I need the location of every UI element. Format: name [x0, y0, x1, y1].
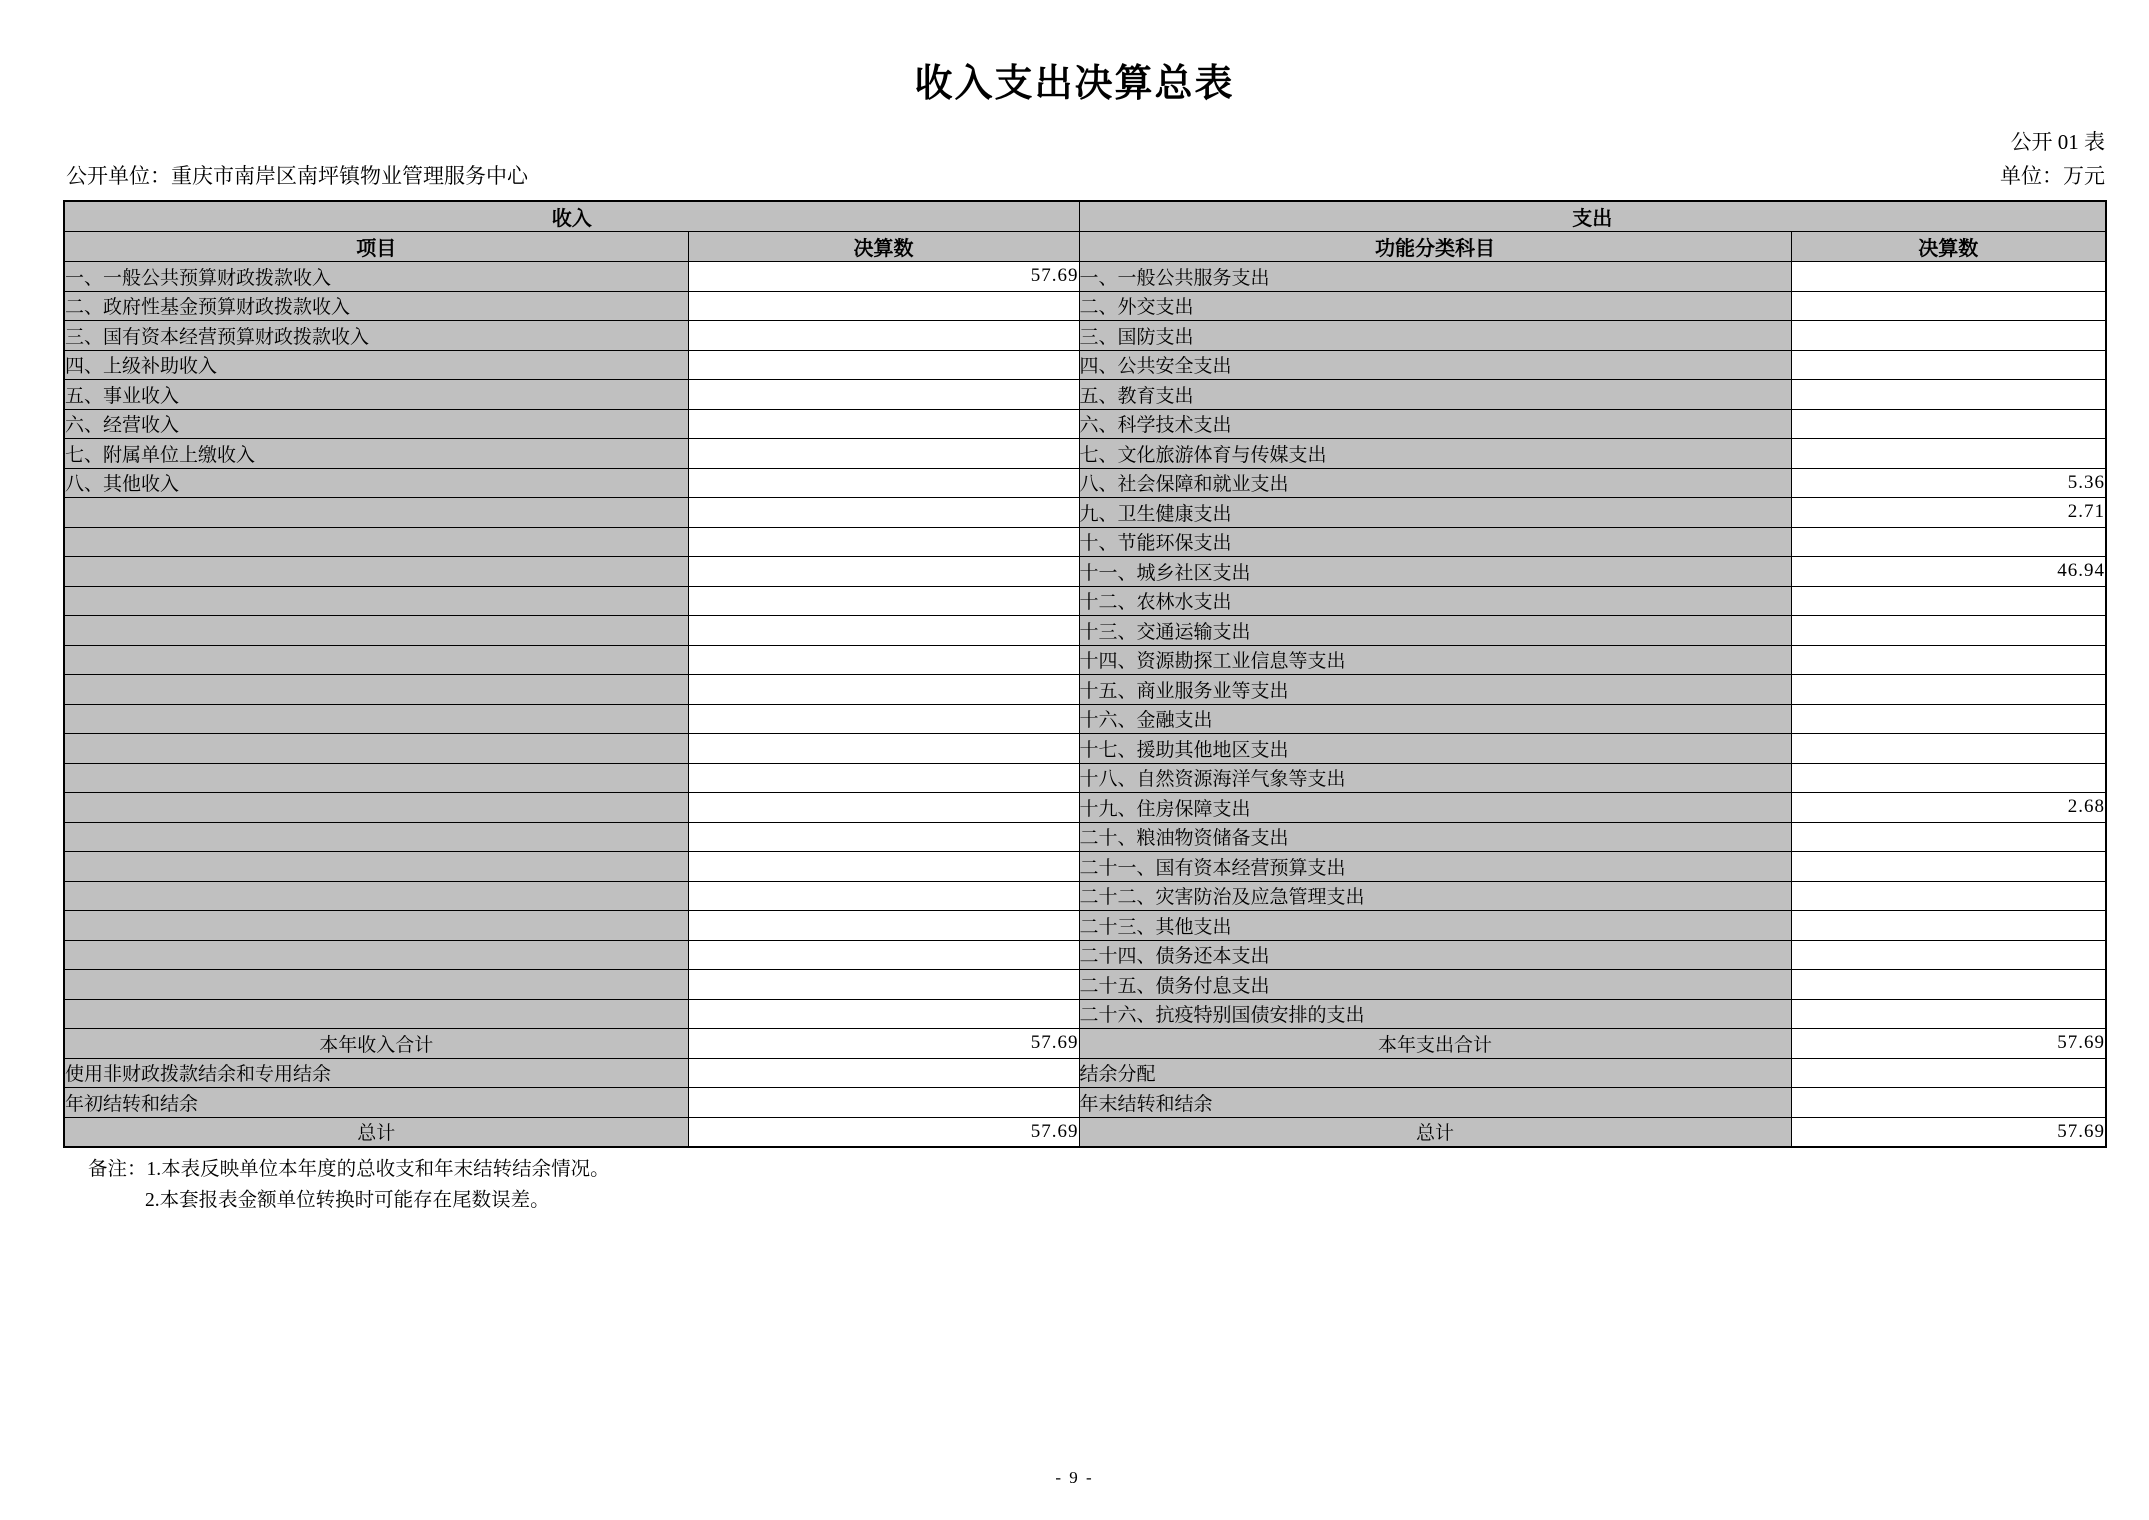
table-row [64, 616, 2106, 646]
table-row [64, 498, 2106, 528]
expense-row-value [1791, 704, 2106, 734]
expense-row-value [1791, 999, 2106, 1029]
income-row-value [688, 822, 1079, 852]
column-header-row [64, 232, 2106, 262]
income-row-value [688, 409, 1079, 439]
expense-row-label: 二十六、抗疫特别国债安排的支出 [1079, 999, 1791, 1029]
income-row-value [688, 793, 1079, 823]
expense-row-value [1791, 970, 2106, 1000]
income-row-value [688, 645, 1079, 675]
expense-row-label: 二十四、债务还本支出 [1079, 940, 1791, 970]
income-row-label: 二、政府性基金预算财政拨款收入 [64, 291, 688, 321]
table-row [64, 793, 2106, 823]
expense-row-label: 九、卫生健康支出 [1079, 498, 1791, 528]
expense-row-value [1791, 763, 2106, 793]
expense-row-label: 一、一般公共服务支出 [1079, 262, 1791, 292]
table-row [64, 852, 2106, 882]
expense-row-label: 十五、商业服务业等支出 [1079, 675, 1791, 705]
income-carryover-value [688, 1088, 1079, 1118]
income-row-value [688, 852, 1079, 882]
table-row [64, 321, 2106, 351]
income-carryover-label: 年初结转和结余 [64, 1088, 688, 1118]
table-row [64, 645, 2106, 675]
expense-row-value: 2.71 [1791, 498, 2106, 528]
expense-row-label: 十九、住房保障支出 [1079, 793, 1791, 823]
publish-unit: 公开单位：重庆市南岸区南坪镇物业管理服务中心 [66, 164, 528, 188]
table-row [64, 704, 2106, 734]
expense-row-label: 二十一、国有资本经营预算支出 [1079, 852, 1791, 882]
expense-total-label: 总计 [1079, 1117, 1791, 1147]
income-amount-column-header: 决算数 [688, 232, 1079, 262]
page-number: - 9 - [1055, 1468, 1094, 1487]
income-row-label: 六、经营收入 [64, 409, 688, 439]
income-row-value [688, 734, 1079, 764]
income-row-label [64, 852, 688, 882]
expense-item-column-header: 功能分类科目 [1079, 232, 1791, 262]
expense-row-value: 46.94 [1791, 557, 2106, 587]
expense-carryover-label: 结余分配 [1079, 1058, 1791, 1088]
expense-row-label: 四、公共安全支出 [1079, 350, 1791, 380]
income-item-column-header: 项目 [64, 232, 688, 262]
income-row-label [64, 557, 688, 587]
expense-row-label: 十一、城乡社区支出 [1079, 557, 1791, 587]
income-row-label: 三、国有资本经营预算财政拨款收入 [64, 321, 688, 351]
income-row-label [64, 704, 688, 734]
expense-row-label: 十七、援助其他地区支出 [1079, 734, 1791, 764]
expense-row-label: 二十五、债务付息支出 [1079, 970, 1791, 1000]
income-row-label: 八、其他收入 [64, 468, 688, 498]
income-row-label [64, 911, 688, 941]
table-code: 公开 01 表 [2010, 130, 2105, 154]
income-row-value [688, 321, 1079, 351]
expense-row-value [1791, 852, 2106, 882]
income-row-value [688, 468, 1079, 498]
expense-row-value [1791, 734, 2106, 764]
expense-row-value [1791, 645, 2106, 675]
expense-subtotal-label: 本年支出合计 [1079, 1029, 1791, 1059]
income-row-value [688, 291, 1079, 321]
expense-row-value [1791, 940, 2106, 970]
income-row-value [688, 350, 1079, 380]
expense-row-value [1791, 675, 2106, 705]
expense-total-value: 57.69 [1791, 1117, 2106, 1147]
income-subtotal-label: 本年收入合计 [64, 1029, 688, 1059]
expense-carryover-value [1791, 1058, 2106, 1088]
income-row-value [688, 940, 1079, 970]
income-row-label [64, 881, 688, 911]
table-row [64, 822, 2106, 852]
income-row-label [64, 822, 688, 852]
expense-row-value: 2.68 [1791, 793, 2106, 823]
income-row-label: 一、一般公共预算财政拨款收入 [64, 262, 688, 292]
carryover-row [64, 1058, 2106, 1088]
expense-row-label: 六、科学技术支出 [1079, 409, 1791, 439]
expense-row-value [1791, 321, 2106, 351]
table-row [64, 439, 2106, 469]
section-header-row [64, 201, 2106, 232]
budget-summary-table [63, 200, 2107, 1148]
income-row-value [688, 999, 1079, 1029]
income-section-header: 收入 [64, 201, 1079, 232]
expense-subtotal-value: 57.69 [1791, 1029, 2106, 1059]
expense-row-value [1791, 409, 2106, 439]
expense-row-value: 5.36 [1791, 468, 2106, 498]
expense-row-label: 七、文化旅游体育与传媒支出 [1079, 439, 1791, 469]
income-row-value [688, 911, 1079, 941]
income-row-value [688, 439, 1079, 469]
income-row-value [688, 970, 1079, 1000]
expense-row-value [1791, 439, 2106, 469]
table-row [64, 409, 2106, 439]
income-row-label [64, 999, 688, 1029]
income-row-value [688, 586, 1079, 616]
footnotes [88, 1154, 610, 1216]
income-row-value [688, 527, 1079, 557]
expense-row-label: 八、社会保障和就业支出 [1079, 468, 1791, 498]
expense-row-label: 二、外交支出 [1079, 291, 1791, 321]
income-row-value [688, 763, 1079, 793]
footnote-1: 备注：1.本表反映单位本年度的总收支和年末结转结余情况。 [88, 1159, 610, 1180]
table-row [64, 970, 2106, 1000]
income-carryover-value [688, 1058, 1079, 1088]
table-row [64, 734, 2106, 764]
expense-row-label: 二十二、灾害防治及应急管理支出 [1079, 881, 1791, 911]
expense-carryover-value [1791, 1088, 2106, 1118]
table-row [64, 380, 2106, 410]
income-subtotal-value: 57.69 [688, 1029, 1079, 1059]
table-row [64, 940, 2106, 970]
income-row-value [688, 675, 1079, 705]
expense-row-label: 五、教育支出 [1079, 380, 1791, 410]
income-row-label [64, 498, 688, 528]
expense-carryover-label: 年末结转和结余 [1079, 1088, 1791, 1118]
income-row-label [64, 793, 688, 823]
expense-row-label: 十、节能环保支出 [1079, 527, 1791, 557]
expense-row-label: 二十、粮油物资储备支出 [1079, 822, 1791, 852]
table-row [64, 557, 2106, 587]
expense-section-header: 支出 [1079, 201, 2106, 232]
income-row-value [688, 498, 1079, 528]
income-total-label: 总计 [64, 1117, 688, 1147]
table-row [64, 675, 2106, 705]
income-row-label [64, 763, 688, 793]
expense-row-value [1791, 350, 2106, 380]
expense-row-value [1791, 822, 2106, 852]
expense-amount-column-header: 决算数 [1791, 232, 2106, 262]
expense-row-label: 十六、金融支出 [1079, 704, 1791, 734]
income-row-value [688, 881, 1079, 911]
grand-total-row [64, 1117, 2106, 1147]
income-row-label [64, 970, 688, 1000]
expense-row-label: 十四、资源勘探工业信息等支出 [1079, 645, 1791, 675]
income-row-value [688, 704, 1079, 734]
table-row [64, 586, 2106, 616]
income-row-label: 七、附属单位上缴收入 [64, 439, 688, 469]
expense-row-value [1791, 911, 2106, 941]
subtotal-row [64, 1029, 2106, 1059]
table-row [64, 350, 2106, 380]
expense-row-label: 十二、农林水支出 [1079, 586, 1791, 616]
table-row [64, 999, 2106, 1029]
income-row-value [688, 380, 1079, 410]
expense-row-value [1791, 380, 2106, 410]
income-row-label: 五、事业收入 [64, 380, 688, 410]
table-row [64, 262, 2106, 292]
expense-row-value [1791, 586, 2106, 616]
expense-row-label: 十三、交通运输支出 [1079, 616, 1791, 646]
table-row [64, 763, 2106, 793]
table-row [64, 291, 2106, 321]
table-row [64, 911, 2106, 941]
page-title: 收入支出决算总表 [914, 63, 1235, 105]
income-carryover-label: 使用非财政拨款结余和专用结余 [64, 1058, 688, 1088]
expense-row-value [1791, 881, 2106, 911]
expense-row-value [1791, 616, 2106, 646]
income-row-label [64, 586, 688, 616]
expense-row-label: 十八、自然资源海洋气象等支出 [1079, 763, 1791, 793]
income-row-label [64, 675, 688, 705]
income-row-label [64, 616, 688, 646]
expense-row-value [1791, 527, 2106, 557]
expense-row-value [1791, 262, 2106, 292]
currency-unit: 单位：万元 [2000, 164, 2105, 188]
income-row-label [64, 734, 688, 764]
income-row-label [64, 645, 688, 675]
income-row-label [64, 527, 688, 557]
table-row [64, 527, 2106, 557]
income-row-label: 四、上级补助收入 [64, 350, 688, 380]
income-total-value: 57.69 [688, 1117, 1079, 1147]
income-row-value [688, 557, 1079, 587]
table-row [64, 468, 2106, 498]
footnote-2: 2.本套报表金额单位转换时可能存在尾数误差。 [145, 1190, 550, 1211]
table-row [64, 881, 2106, 911]
carryover-row [64, 1088, 2106, 1118]
expense-row-label: 三、国防支出 [1079, 321, 1791, 351]
income-row-value: 57.69 [688, 262, 1079, 292]
income-row-value [688, 616, 1079, 646]
income-row-label [64, 940, 688, 970]
expense-row-label: 二十三、其他支出 [1079, 911, 1791, 941]
expense-row-value [1791, 291, 2106, 321]
